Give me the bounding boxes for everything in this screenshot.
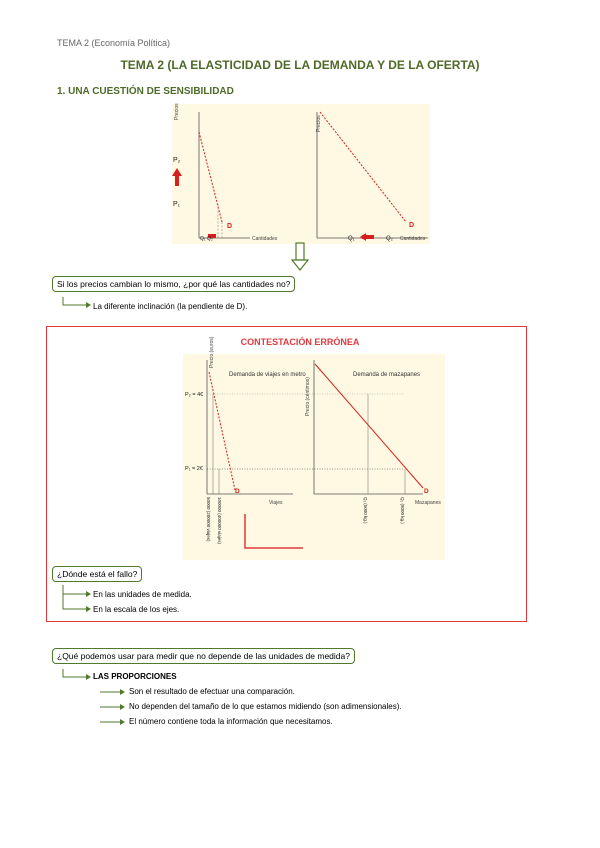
arrow-right-icon <box>100 687 126 697</box>
wrong-left-caption: Demanda de viajes en metro <box>229 372 306 378</box>
proporcion-item-1: Son el resultado de efectuar una comparación. <box>129 687 295 696</box>
question-box-1: Si los precios cambian lo mismo, ¿por qué las cantidades no? <box>52 276 295 292</box>
q2-right-label: Q₂ <box>386 236 393 242</box>
arrow-connector-icon <box>62 668 92 682</box>
right-xlabel: Cantidades <box>400 236 426 242</box>
d-label-left: D <box>227 223 233 230</box>
q1-right-label: Q₁ <box>348 236 355 242</box>
figure-sensitivity <box>172 104 430 244</box>
section-heading: 1. UNA CUESTIÓN DE SENSIBILIDAD <box>57 86 234 97</box>
proporciones-heading: LAS PROPORCIONES <box>93 672 177 681</box>
answer-1: La diferente inclinación (la pendiente de D). <box>93 302 248 311</box>
q-left-label: Q₁ Q₂ <box>200 236 213 242</box>
wrong-q-left-1: 50000 (200000 viajes) <box>206 497 211 542</box>
arrow-connector-icon <box>62 584 92 614</box>
proporcion-item-3: El número contiene toda la información que necesitamos. <box>129 717 333 726</box>
fallo-answer-2: En la escala de los ejes. <box>93 605 180 614</box>
arrow-connector-icon <box>62 296 92 310</box>
left-xlabel: Cantidades <box>252 236 278 242</box>
arrow-right-icon <box>100 702 126 712</box>
wrong-q-right-1: Q₁ (5000 kg.) <box>363 497 368 524</box>
wrong-right-caption: Demanda de mazapanes <box>353 372 421 378</box>
p1-label: P₁ <box>173 201 181 208</box>
wrong-p1-label: P₁ = 2€ <box>185 466 203 472</box>
wrong-q-left-2: 100000 (400000 viajes) <box>217 497 222 545</box>
right-ylabel: Precios <box>316 115 322 132</box>
fallo-answer-1: En las unidades de medida. <box>93 590 192 599</box>
wrong-left-xlabel: Viajes <box>269 500 283 506</box>
wrong-right-ylabel: Precio (céntimos) <box>305 377 311 416</box>
course-header: TEMA 2 (Economía Política) <box>57 38 171 48</box>
wrong-left-ylabel: Precio (euros) <box>209 336 215 368</box>
wrong-d-left: D <box>235 488 240 495</box>
proporcion-item-2: No dependen del tamaño de lo que estamos midiendo (son adimensionales). <box>129 702 402 711</box>
page-title: TEMA 2 (LA ELASTICIDAD DE LA DEMANDA Y DE LA OFERTA) <box>120 58 480 72</box>
d-label-right: D <box>409 222 415 229</box>
down-arrow-icon <box>291 242 309 272</box>
wrong-right-xlabel: Mazapanes <box>415 500 441 506</box>
wrong-p2-label: P₂ = 4€ <box>185 392 204 398</box>
wrong-q-right-2: Q₂ (8000 kg.) <box>400 497 405 524</box>
question-box-2: ¿Qué podemos usar para medir que no depende de las unidades de medida? <box>52 648 355 664</box>
wrong-d-right: D <box>424 488 429 495</box>
wrong-answer-title: CONTESTACIÓN ERRÓNEA <box>240 337 360 347</box>
p2-label: P₂ <box>173 157 181 164</box>
arrow-right-icon <box>100 717 126 727</box>
question-box-fallo: ¿Dónde está el fallo? <box>52 566 142 582</box>
left-ylabel: Precios <box>174 103 180 120</box>
